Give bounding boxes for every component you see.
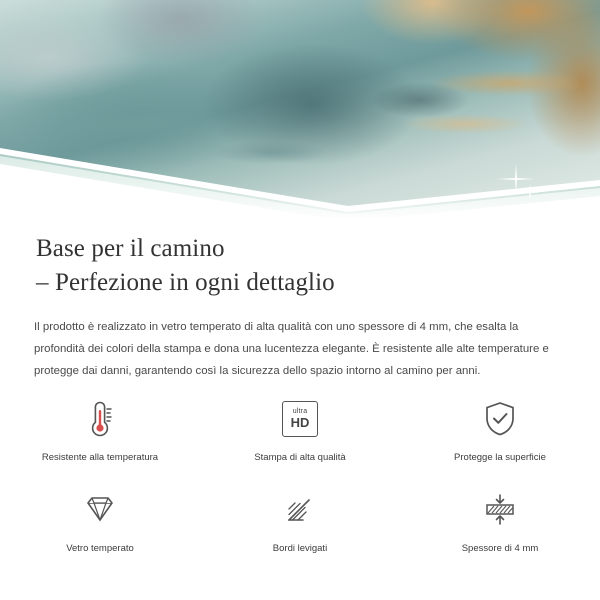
feature-label: Spessore di 4 mm bbox=[461, 543, 539, 554]
ultra-hd-icon bbox=[282, 395, 318, 443]
page-title bbox=[0, 218, 600, 300]
ultra-hd-badge-top: ultra bbox=[292, 408, 308, 415]
headline-line-2: – Perfezione in ogni dettaglio bbox=[36, 269, 335, 296]
feature-label: Resistente alla temperatura bbox=[41, 452, 159, 463]
polished-edges-icon bbox=[279, 486, 321, 534]
description-paragraph: Il prodotto è realizzato in vetro temperato di alta qualità con uno spessore di 4 mm, che esalta la profondità dei colori della stampa e dona una lucentezza elegante. È resistente alle alte temperature e protegge dai danni, garantendo così la sicurezza dello spazio intorno al camino per anni. bbox=[34, 321, 549, 377]
hero-image bbox=[0, 0, 600, 218]
feature-high-quality-print bbox=[200, 395, 400, 464]
feature-surface-protection bbox=[400, 395, 600, 464]
ultra-hd-badge-bottom: HD bbox=[290, 415, 310, 430]
feature-label: Stampa di alta qualità bbox=[254, 452, 346, 463]
feature-label: Bordi levigati bbox=[272, 543, 328, 554]
feature-polished-edges bbox=[200, 486, 400, 555]
feature-label: Vetro temperato bbox=[66, 543, 134, 554]
feature-row-2 bbox=[0, 486, 600, 555]
feature-tempered-glass bbox=[0, 486, 200, 555]
feature-row-1 bbox=[0, 395, 600, 464]
headline-line-1: Base per il camino bbox=[36, 235, 225, 262]
feature-list bbox=[0, 395, 600, 555]
text-content bbox=[0, 218, 600, 382]
feature-thickness bbox=[400, 486, 600, 555]
thermometer-icon bbox=[80, 395, 120, 443]
diamond-icon bbox=[79, 486, 121, 534]
feature-label: Protegge la superficie bbox=[454, 452, 546, 463]
feature-temperature-resistant bbox=[0, 395, 200, 464]
ultra-hd-badge bbox=[282, 401, 318, 437]
thickness-icon bbox=[479, 486, 521, 534]
shield-check-icon bbox=[480, 395, 520, 443]
